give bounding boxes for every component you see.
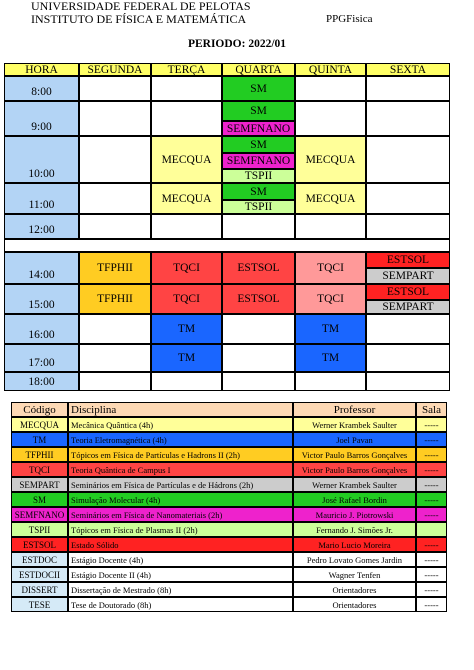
- slot-semfnano: SEMFNANO: [222, 153, 295, 169]
- legend-professor: Victor Paulo Barros Gonçalves: [293, 462, 416, 477]
- legend-row: [11, 552, 447, 567]
- slot-mecqua: MECQUA: [295, 136, 366, 183]
- col-header-3: QUARTA: [222, 63, 295, 76]
- slot-tqci: TQCI: [295, 284, 366, 314]
- empty-slot: [222, 214, 295, 239]
- legend-row: [11, 417, 447, 432]
- legend-code: ESTDOC: [11, 552, 68, 567]
- time-cell: 17:00: [4, 344, 79, 372]
- legend-room: -----: [416, 552, 447, 567]
- legend-professor: Orientadores: [293, 597, 416, 612]
- program-name: PPGFisica: [326, 13, 373, 25]
- time-cell: 12:00: [4, 214, 79, 239]
- empty-slot: [366, 183, 450, 214]
- legend-room: -----: [416, 567, 447, 582]
- legend-discipline: Dissertação de Mestrado (8h): [68, 582, 293, 597]
- legend-row: [11, 477, 447, 492]
- empty-slot: [79, 372, 151, 391]
- time-cell: 18:00: [4, 372, 79, 391]
- legend-row: [11, 462, 447, 477]
- col-header-2: TERÇA: [151, 63, 222, 76]
- empty-slot: [366, 214, 450, 239]
- empty-slot: [366, 344, 450, 372]
- legend-room: -----: [416, 492, 447, 507]
- legend-row: [11, 537, 447, 552]
- empty-slot: [151, 372, 222, 391]
- legend-row: [11, 567, 447, 582]
- slot-tm: TM: [295, 344, 366, 372]
- empty-slot: [151, 214, 222, 239]
- legend-discipline: Tópicos em Física de Partículas e Hadrons II (2h): [68, 447, 293, 462]
- legend-room: -----: [416, 417, 447, 432]
- empty-slot: [79, 344, 151, 372]
- legend-professor: Pedro Lovato Gomes Jardin: [293, 552, 416, 567]
- legend-row: [11, 582, 447, 597]
- empty-slot: [366, 372, 450, 391]
- legend-discipline: Simulação Molecular (4h): [68, 492, 293, 507]
- legend-code: TFPHII: [11, 447, 68, 462]
- empty-slot: [366, 314, 450, 344]
- col-header-hora: HORA: [4, 63, 79, 76]
- legend-room: -----: [416, 432, 447, 447]
- slot-tfphii: TFPHII: [79, 284, 151, 314]
- legend-code: DISSERT: [11, 582, 68, 597]
- slot-sm: SM: [222, 101, 295, 121]
- legend-room: -----: [416, 447, 447, 462]
- empty-slot: [79, 76, 151, 101]
- empty-slot: [151, 76, 222, 101]
- legend-code: SEMFNANO: [11, 507, 68, 522]
- legend-header-row: [11, 402, 447, 417]
- slot-sempart: SEMPART: [366, 268, 450, 284]
- header-block: [31, 0, 251, 26]
- slot-tqci: TQCI: [151, 284, 222, 314]
- empty-slot: [79, 314, 151, 344]
- empty-slot: [79, 214, 151, 239]
- empty-slot: [79, 136, 151, 183]
- empty-slot: [366, 136, 450, 183]
- legend-discipline: Estágio Docente (4h): [68, 552, 293, 567]
- legend-discipline: Estado Sólido: [68, 537, 293, 552]
- legend-room: -----: [416, 477, 447, 492]
- legend-professor: Fernando J. Simões Jr.: [293, 522, 416, 537]
- slot-estsol: ESTSOL: [366, 252, 450, 268]
- legend-code: ESTDOCII: [11, 567, 68, 582]
- legend-professor: Mario Lucio Moreira: [293, 537, 416, 552]
- legend-discipline: Tese de Doutorado (8h): [68, 597, 293, 612]
- slot-tspii: TSPII: [222, 200, 295, 214]
- legend-row: [11, 447, 447, 462]
- legend-discipline: Seminários em Física de Partículas e de Hádrons (2h): [68, 477, 293, 492]
- time-cell: 15:00: [4, 284, 79, 314]
- institute-name: INSTITUTO DE FÍSICA E MATEMÁTICA: [31, 12, 247, 26]
- empty-slot: [295, 76, 366, 101]
- time-cell: 16:00: [4, 314, 79, 344]
- slot-mecqua: MECQUA: [295, 183, 366, 214]
- university-name: UNIVERSIDADE FEDERAL DE PELOTAS: [31, 0, 251, 13]
- empty-slot: [222, 314, 295, 344]
- legend-room: -----: [416, 582, 447, 597]
- empty-slot: [79, 183, 151, 214]
- slot-sm: SM: [222, 183, 295, 200]
- slot-sm: SM: [222, 136, 295, 153]
- empty-slot: [151, 101, 222, 136]
- slot-tspii: TSPII: [222, 169, 295, 183]
- legend-discipline: Teoria Eletromagnética (4h): [68, 432, 293, 447]
- legend-code: TSPII: [11, 522, 68, 537]
- legend-header-disc: Disciplina: [68, 402, 293, 417]
- slot-tfphii: TFPHII: [79, 252, 151, 284]
- legend-row: [11, 432, 447, 447]
- legend-professor: Mauricio J. Piotrowski: [293, 507, 416, 522]
- legend-room: [416, 522, 447, 537]
- legend-row: [11, 597, 447, 612]
- legend-room: -----: [416, 462, 447, 477]
- legend-discipline: Tópicos em Física de Plasmas II (2h): [68, 522, 293, 537]
- slot-tm: TM: [151, 314, 222, 344]
- legend-row: [11, 522, 447, 537]
- empty-slot: [295, 214, 366, 239]
- empty-slot: [295, 372, 366, 391]
- lunch-break-row: [4, 239, 450, 252]
- legend-discipline: Seminários em Física de Nanomateriais (2h): [68, 507, 293, 522]
- legend-code: ESTSOL: [11, 537, 68, 552]
- legend-room: -----: [416, 537, 447, 552]
- time-cell: 10:00: [4, 136, 79, 183]
- slot-estsol: ESTSOL: [366, 284, 450, 300]
- legend-code: TQCI: [11, 462, 68, 477]
- time-cell: 8:00: [4, 76, 79, 101]
- empty-slot: [366, 76, 450, 101]
- legend-code: TM: [11, 432, 68, 447]
- legend-professor: Werner Krambek Saulter: [293, 417, 416, 432]
- legend-professor: José Rafael Bordin: [293, 492, 416, 507]
- slot-estsol: ESTSOL: [222, 252, 295, 284]
- time-cell: 11:00: [4, 183, 79, 214]
- legend-professor: Victor Paulo Barros Gonçalves: [293, 447, 416, 462]
- col-header-4: QUINTA: [295, 63, 366, 76]
- legend-professor: Joel Pavan: [293, 432, 416, 447]
- empty-slot: [222, 344, 295, 372]
- legend-professor: Orientadores: [293, 582, 416, 597]
- legend-header-sala: Sala: [416, 402, 447, 417]
- legend-code: SM: [11, 492, 68, 507]
- col-header-5: SEXTA: [366, 63, 450, 76]
- slot-tm: TM: [151, 344, 222, 372]
- legend-discipline: Estágio Docente II (4h): [68, 567, 293, 582]
- legend-room: -----: [416, 597, 447, 612]
- legend-discipline: Mecânica Quântica (4h): [68, 417, 293, 432]
- slot-tqci: TQCI: [151, 252, 222, 284]
- empty-slot: [366, 101, 450, 136]
- slot-tqci: TQCI: [295, 252, 366, 284]
- empty-slot: [222, 372, 295, 391]
- col-header-1: SEGUNDA: [79, 63, 151, 76]
- slot-sm: SM: [222, 76, 295, 101]
- time-cell: 14:00: [4, 252, 79, 284]
- legend-professor: Werner Krambek Saulter: [293, 477, 416, 492]
- legend-professor: Wagner Tenfen: [293, 567, 416, 582]
- empty-slot: [295, 101, 366, 136]
- slot-semfnano: SEMFNANO: [222, 121, 295, 136]
- legend-row: [11, 492, 447, 507]
- slot-tm: TM: [295, 314, 366, 344]
- slot-mecqua: MECQUA: [151, 136, 222, 183]
- time-cell: 9:00: [4, 101, 79, 136]
- legend-row: [11, 507, 447, 522]
- legend-code: TESE: [11, 597, 68, 612]
- slot-sempart: SEMPART: [366, 300, 450, 314]
- legend-code: MECQUA: [11, 417, 68, 432]
- slot-mecqua: MECQUA: [151, 183, 222, 214]
- legend-room: -----: [416, 507, 447, 522]
- legend-header-code: Código: [11, 402, 68, 417]
- slot-estsol: ESTSOL: [222, 284, 295, 314]
- period-title: PERIODO: 2022/01: [187, 38, 287, 50]
- schedule-grid: [4, 63, 450, 391]
- legend-code: SEMPART: [11, 477, 68, 492]
- empty-slot: [79, 101, 151, 136]
- legend-header-prof: Professor: [293, 402, 416, 417]
- legend-discipline: Teoria Quântica de Campus I: [68, 462, 293, 477]
